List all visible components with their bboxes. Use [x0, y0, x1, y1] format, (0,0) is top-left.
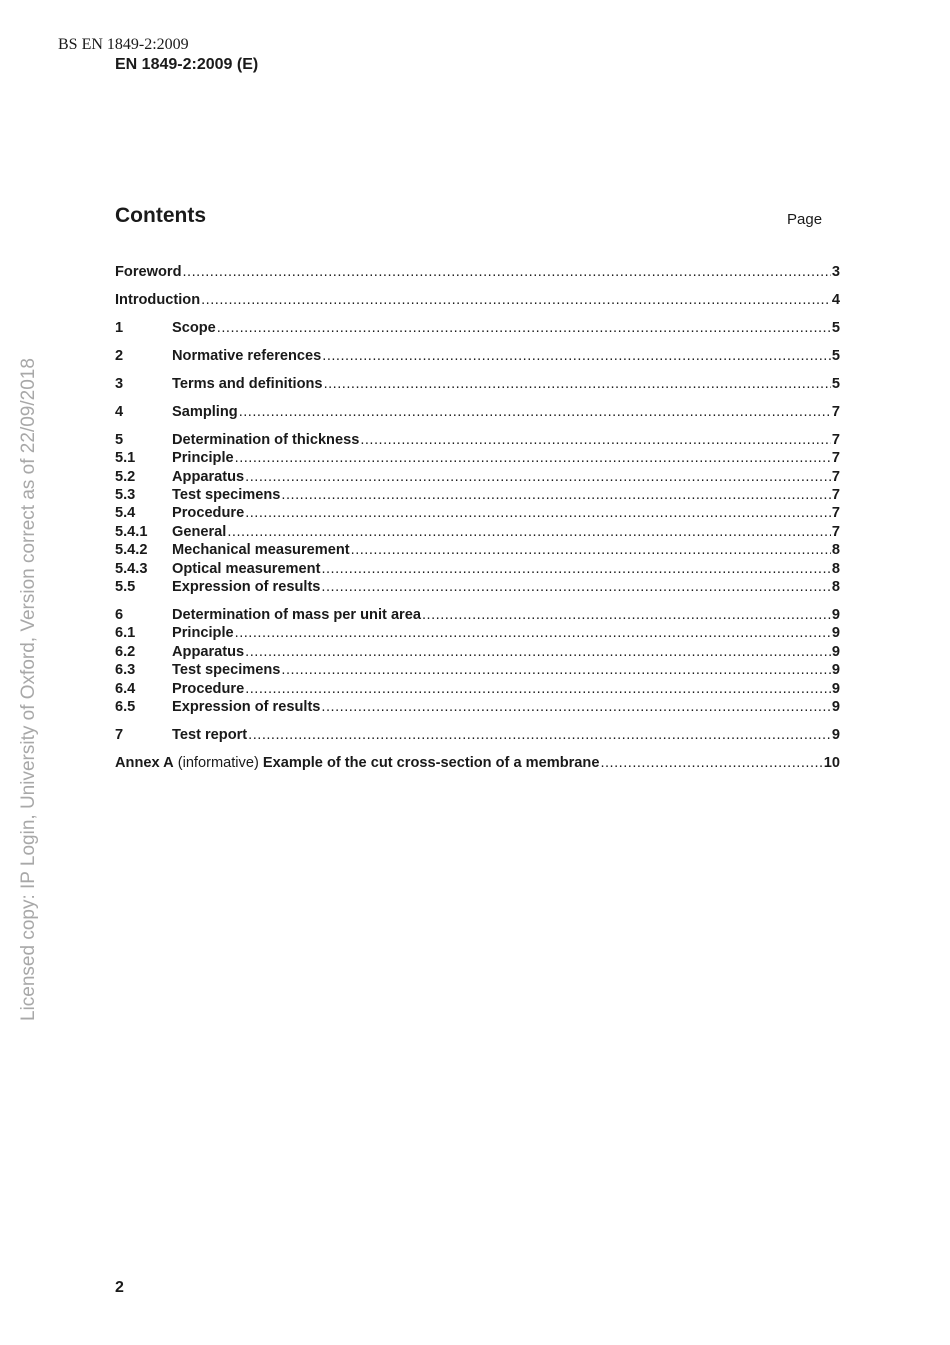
toc-entry-5-5[interactable]	[115, 578, 840, 596]
toc-entry-page: 9	[831, 643, 840, 660]
toc-entry-6-2[interactable]	[115, 643, 840, 661]
toc-entry-number: 5.1	[115, 450, 136, 467]
toc-entry-title: Procedure	[172, 680, 245, 697]
toc-entry-6-1[interactable]	[115, 624, 840, 642]
toc-entry-number: 6	[115, 607, 124, 624]
toc-entry-title: Determination of mass per unit area	[172, 607, 421, 624]
toc-entry-page: 7	[831, 468, 840, 485]
toc-leader-dots	[321, 578, 830, 596]
toc-entry-number: 7	[115, 726, 124, 743]
page-column-label: Page	[787, 211, 823, 228]
toc-entry-3[interactable]	[115, 375, 840, 393]
toc-leader-dots	[235, 449, 831, 467]
toc-entry-title: Scope	[172, 319, 216, 336]
toc-leader-dots	[245, 680, 831, 698]
toc-entry-page: 8	[831, 560, 840, 577]
toc-entry-title: Principle	[172, 450, 234, 467]
toc-leader-dots	[245, 504, 831, 522]
toc-entry-number: 5.2	[115, 468, 136, 485]
toc-entry-page: 9	[831, 607, 840, 624]
toc-entry-page: 9	[831, 662, 840, 679]
toc-entry-5-4-1[interactable]	[115, 523, 840, 541]
toc-entry-number: 6.2	[115, 643, 136, 660]
toc-entry-number: 3	[115, 375, 124, 392]
toc-entry-number: 2	[115, 347, 124, 364]
toc-entry-number: 6.3	[115, 662, 136, 679]
toc-entry-title: General	[172, 523, 227, 540]
toc-entry-page: 7	[831, 403, 840, 420]
toc-leader-dots	[321, 560, 830, 578]
toc-entry-introduction[interactable]	[115, 291, 840, 309]
toc-entry-title: Mechanical measurement	[172, 542, 350, 559]
toc-entry-4[interactable]	[115, 403, 840, 421]
toc-entry-number: 5	[115, 431, 124, 448]
toc-leader-dots	[227, 523, 831, 541]
toc-entry-title: Expression of results	[172, 698, 321, 715]
toc-leader-dots	[201, 291, 831, 309]
toc-entry-number: 6.1	[115, 625, 136, 642]
toc-entry-title: Sampling	[172, 403, 238, 420]
toc-entry-title: Principle	[172, 625, 234, 642]
toc-entry-number: 5.4.1	[115, 523, 148, 540]
toc-entry-number: 6.5	[115, 698, 136, 715]
toc-entry-5-3[interactable]	[115, 486, 840, 504]
toc-entry-number: 5.4	[115, 505, 136, 522]
toc-entry-6-3[interactable]	[115, 661, 840, 679]
toc-entry-annex-a[interactable]	[115, 754, 840, 772]
toc-entry-5-4-3[interactable]	[115, 560, 840, 578]
toc-entry-7[interactable]	[115, 726, 840, 744]
toc-entry-foreword[interactable]	[115, 263, 840, 281]
toc-entry-page: 3	[831, 264, 840, 280]
toc-entry-number: 5.3	[115, 487, 136, 504]
toc-entry-1[interactable]	[115, 319, 840, 337]
toc-annex-type: (informative)	[177, 754, 259, 771]
header-bs-standard: BS EN 1849-2:2009	[58, 36, 189, 53]
toc-entry-title: Test specimens	[172, 487, 281, 504]
toc-entry-2[interactable]	[115, 347, 840, 365]
toc-entry-page: 5	[831, 375, 840, 392]
toc-entry-number: 1	[115, 319, 124, 336]
toc-leader-dots	[322, 347, 831, 365]
page-number: 2	[115, 1279, 124, 1296]
toc-annex-label: Annex A	[115, 754, 174, 771]
toc-leader-dots	[182, 263, 830, 281]
toc-entry-6[interactable]	[115, 606, 840, 624]
toc-leader-dots	[217, 319, 831, 337]
toc-entry-page: 7	[831, 450, 840, 467]
toc-entry-title: Foreword	[115, 264, 182, 280]
toc-entry-6-5[interactable]	[115, 698, 840, 716]
toc-entry-title: Terms and definitions	[172, 375, 323, 392]
toc-entry-number: 5.4.3	[115, 560, 148, 577]
toc-entry-page: 10	[823, 754, 840, 771]
toc-entry-number: 6.4	[115, 680, 136, 697]
toc-leader-dots	[239, 403, 831, 421]
toc-entry-page: 7	[831, 505, 840, 522]
toc-leader-dots	[281, 486, 830, 504]
table-of-contents	[115, 263, 840, 772]
toc-entry-title: Apparatus	[172, 643, 245, 660]
toc-entry-6-4[interactable]	[115, 680, 840, 698]
toc-entry-page: 4	[831, 291, 840, 308]
toc-annex-title: Example of the cut cross-section of a membrane	[262, 754, 600, 771]
toc-entry-title: Determination of thickness	[172, 431, 360, 448]
toc-entry-title: Procedure	[172, 505, 245, 522]
toc-leader-dots	[235, 624, 831, 642]
toc-entry-title: Normative references	[172, 347, 322, 364]
toc-entry-title: Apparatus	[172, 468, 245, 485]
toc-leader-dots	[281, 661, 830, 679]
toc-entry-page: 5	[831, 347, 840, 364]
license-watermark: Licensed copy: IP Login, University of Oxford, Version correct as of 22/09/2018	[18, 358, 39, 1021]
toc-entry-page: 9	[831, 726, 840, 743]
toc-entry-page: 9	[831, 698, 840, 715]
toc-leader-dots	[248, 726, 831, 744]
contents-title: Contents	[115, 204, 206, 227]
toc-entry-title: Test specimens	[172, 662, 281, 679]
toc-leader-dots	[321, 698, 830, 716]
toc-entry-page: 7	[831, 487, 840, 504]
toc-entry-page: 8	[831, 579, 840, 596]
toc-leader-dots	[600, 754, 822, 772]
toc-entry-5[interactable]	[115, 431, 840, 449]
toc-leader-dots	[324, 375, 831, 393]
toc-leader-dots	[245, 643, 831, 661]
toc-entry-number: 5.4.2	[115, 542, 148, 559]
toc-entry-5-4[interactable]	[115, 504, 840, 522]
header-en-standard: EN 1849-2:2009 (E)	[115, 56, 259, 73]
toc-entry-page: 7	[831, 523, 840, 540]
toc-leader-dots	[422, 606, 831, 624]
toc-entry-page: 9	[831, 680, 840, 697]
toc-entry-title: Introduction	[115, 291, 201, 308]
toc-entry-number: 4	[115, 403, 124, 420]
toc-entry-page: 5	[831, 319, 840, 336]
toc-entry-page: 7	[831, 431, 840, 448]
toc-leader-dots	[245, 468, 831, 486]
toc-entry-page: 8	[831, 542, 840, 559]
toc-entry-5-4-2[interactable]	[115, 541, 840, 559]
toc-entry-page: 9	[831, 625, 840, 642]
toc-leader-dots	[351, 541, 831, 559]
toc-entry-title: Optical measurement	[172, 560, 321, 577]
toc-entry-title: Test report	[172, 726, 248, 743]
toc-entry-number: 5.5	[115, 579, 136, 596]
toc-entry-title: Expression of results	[172, 579, 321, 596]
toc-entry-5-2[interactable]	[115, 468, 840, 486]
toc-leader-dots	[360, 431, 831, 449]
toc-entry-5-1[interactable]	[115, 449, 840, 467]
